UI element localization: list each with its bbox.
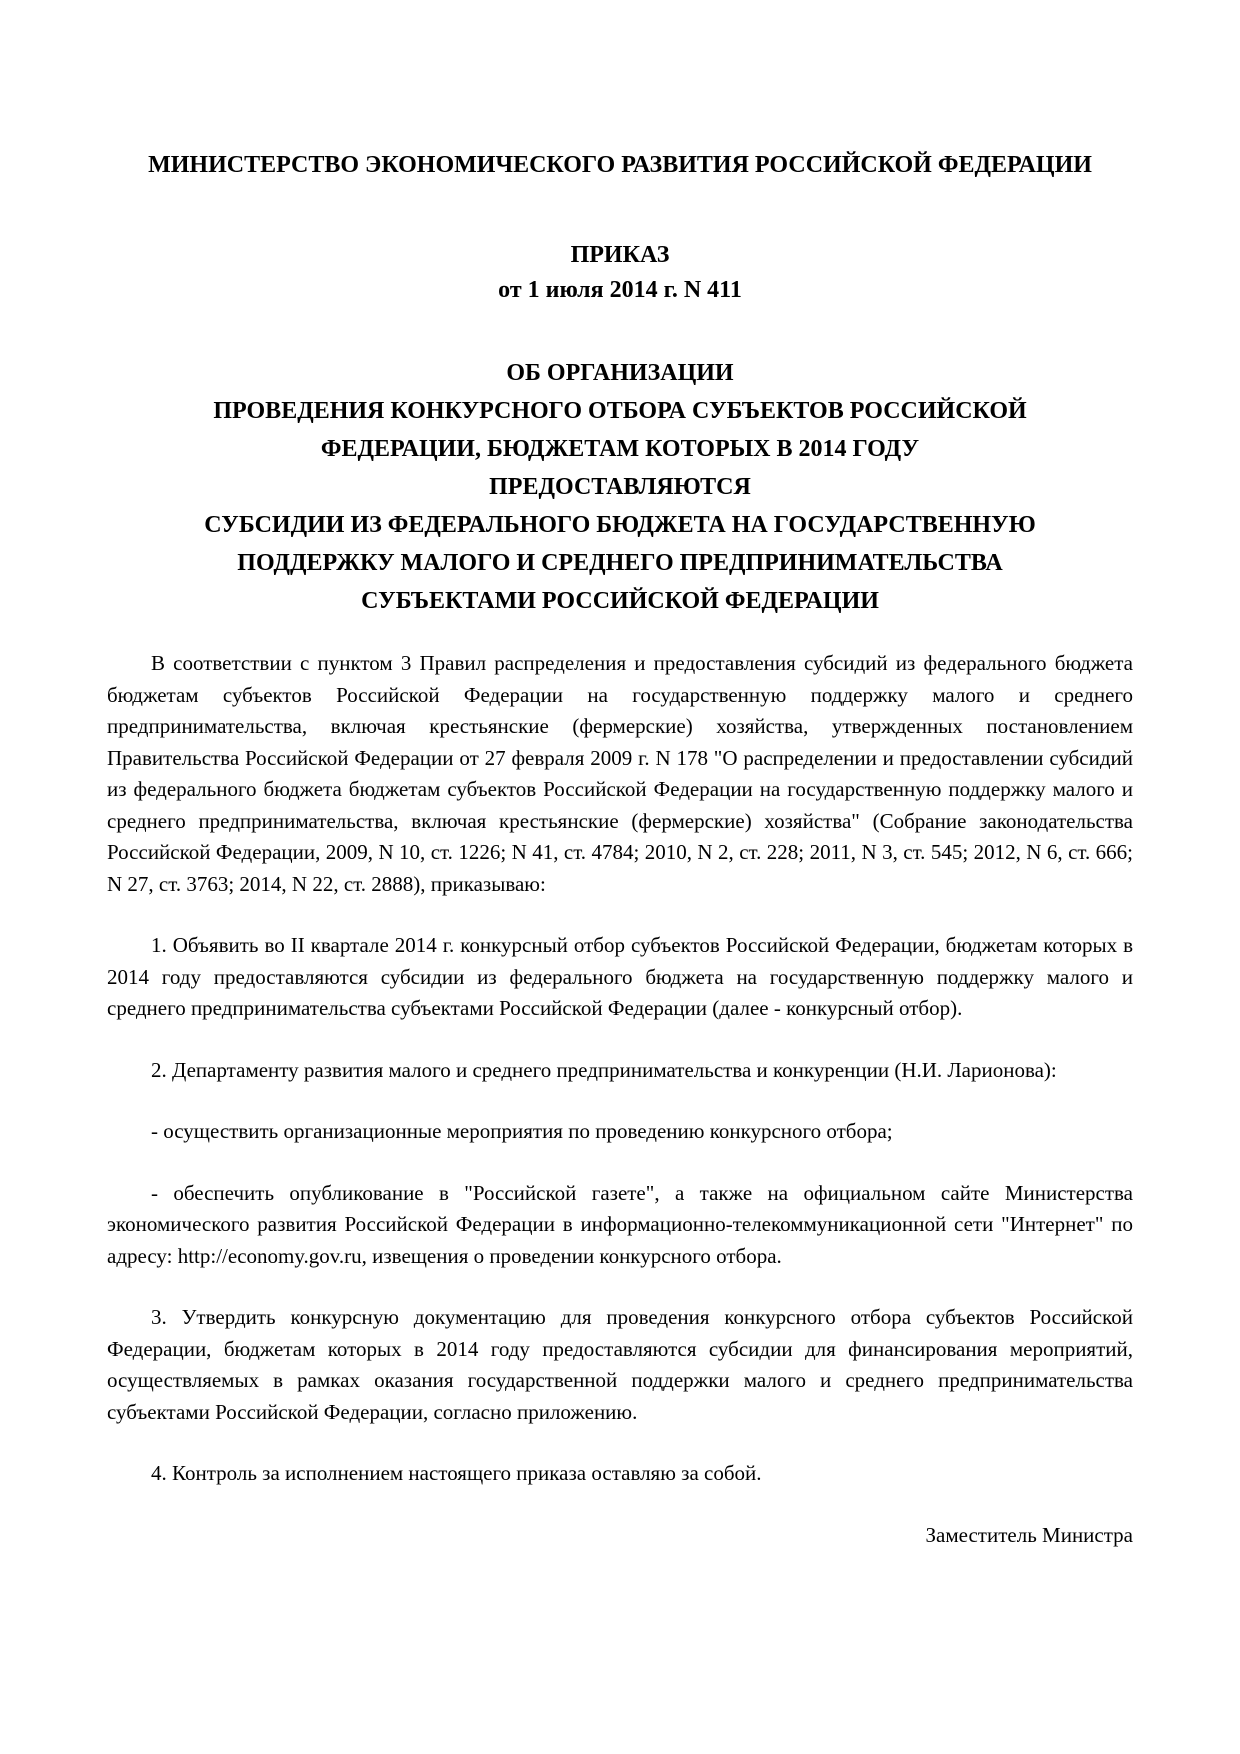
title-line: ПОДДЕРЖКУ МАЛОГО И СРЕДНЕГО ПРЕДПРИНИМАТЕЛЬСТВА bbox=[237, 550, 1003, 576]
signature-title: Заместитель Министра bbox=[925, 1522, 1133, 1547]
paragraph-item-3: 3. Утвердить конкурсную документацию для проведения конкурсного отбора субъектов Российской Федерации, бюджетам которых в 2014 году предоставляются субсидии для финансирования мероприятий, осуществляемых в рамках оказания государственной поддержки малого и среднего предпринимательства субъектами Российской Федерации, согласно приложению. bbox=[107, 1305, 1133, 1424]
paragraph-item-1: 1. Объявить во II квартале 2014 г. конкурсный отбор субъектов Российской Федерации, бюджетам которых в 2014 году предоставляются субсидии из федерального бюджета на государственную поддержку малого и среднего предпринимательства субъектами Российской Федерации (далее - конкурсный отбор). bbox=[107, 933, 1133, 1020]
document-title bbox=[107, 354, 1133, 620]
paragraph-preamble: В соответствии с пунктом 3 Правил распределения и предоставления субсидий из федерального бюджета бюджетам субъектов Российской Федерации на государственную поддержку малого и среднего предпринимательства, включая крестьянские (фермерские) хозяйства, утвержденных постановлением Правительства Российской Федерации от 27 февраля 2009 г. N 178 "О распределении и предоставлении субсидий из федерального бюджета бюджетам субъектов Российской Федерации на государственную поддержку малого и среднего предпринимательства, включая крестьянские (фермерские) хозяйства" (Собрание законодательства Российской Федерации, 2009, N 10, ст. 1226; N 41, ст. 4784; 2010, N 2, ст. 228; 2011, N 3, ст. 545; 2012, N 6, ст. 666; N 27, ст. 3763; 2014, N 22, ст. 2888), приказываю: bbox=[107, 651, 1133, 896]
title-line: СУБСИДИИ ИЗ ФЕДЕРАЛЬНОГО БЮДЖЕТА НА ГОСУДАРСТВЕННУЮ bbox=[204, 512, 1036, 538]
paragraph-item-2-subitem-1: - осуществить организационные мероприятия по проведению конкурсного отбора; bbox=[151, 1119, 893, 1143]
title-line: ПРОВЕДЕНИЯ КОНКУРСНОГО ОТБОРА СУБЪЕКТОВ РОССИЙСКОЙ bbox=[213, 398, 1027, 424]
title-line: ОБ ОРГАНИЗАЦИИ bbox=[506, 360, 734, 386]
paragraph-item-2: 2. Департаменту развития малого и среднего предпринимательства и конкуренции (Н.И. Ларионова): bbox=[151, 1057, 1057, 1082]
paragraph-item-4: 4. Контроль за исполнением настоящего приказа оставляю за собой. bbox=[151, 1461, 762, 1485]
document-body bbox=[107, 648, 1133, 1490]
ministry-name: МИНИСТЕРСТВО ЭКОНОМИЧЕСКОГО РАЗВИТИЯ РОССИЙСКОЙ ФЕДЕРАЦИИ bbox=[148, 152, 1092, 178]
title-line: ФЕДЕРАЦИИ, БЮДЖЕТАМ КОТОРЫХ В 2014 ГОДУ bbox=[320, 436, 920, 462]
order-label: ПРИКАЗ bbox=[570, 242, 670, 268]
paragraph-item-2-subitem-2: - обеспечить опубликование в "Российской газете", а также на официальном сайте Министерства экономического развития Российской Федерации в информационно-телекоммуникационной сети "Интернет" по адресу: http://economy.gov.ru, извещения о проведении конкурсного отбора. bbox=[107, 1180, 1133, 1268]
title-line: ПРЕДОСТАВЛЯЮТСЯ bbox=[489, 474, 751, 500]
title-line: СУБЪЕКТАМИ РОССИЙСКОЙ ФЕДЕРАЦИИ bbox=[361, 588, 879, 614]
order-date-number: от 1 июля 2014 г. N 411 bbox=[498, 277, 742, 303]
order-heading bbox=[107, 238, 1133, 308]
